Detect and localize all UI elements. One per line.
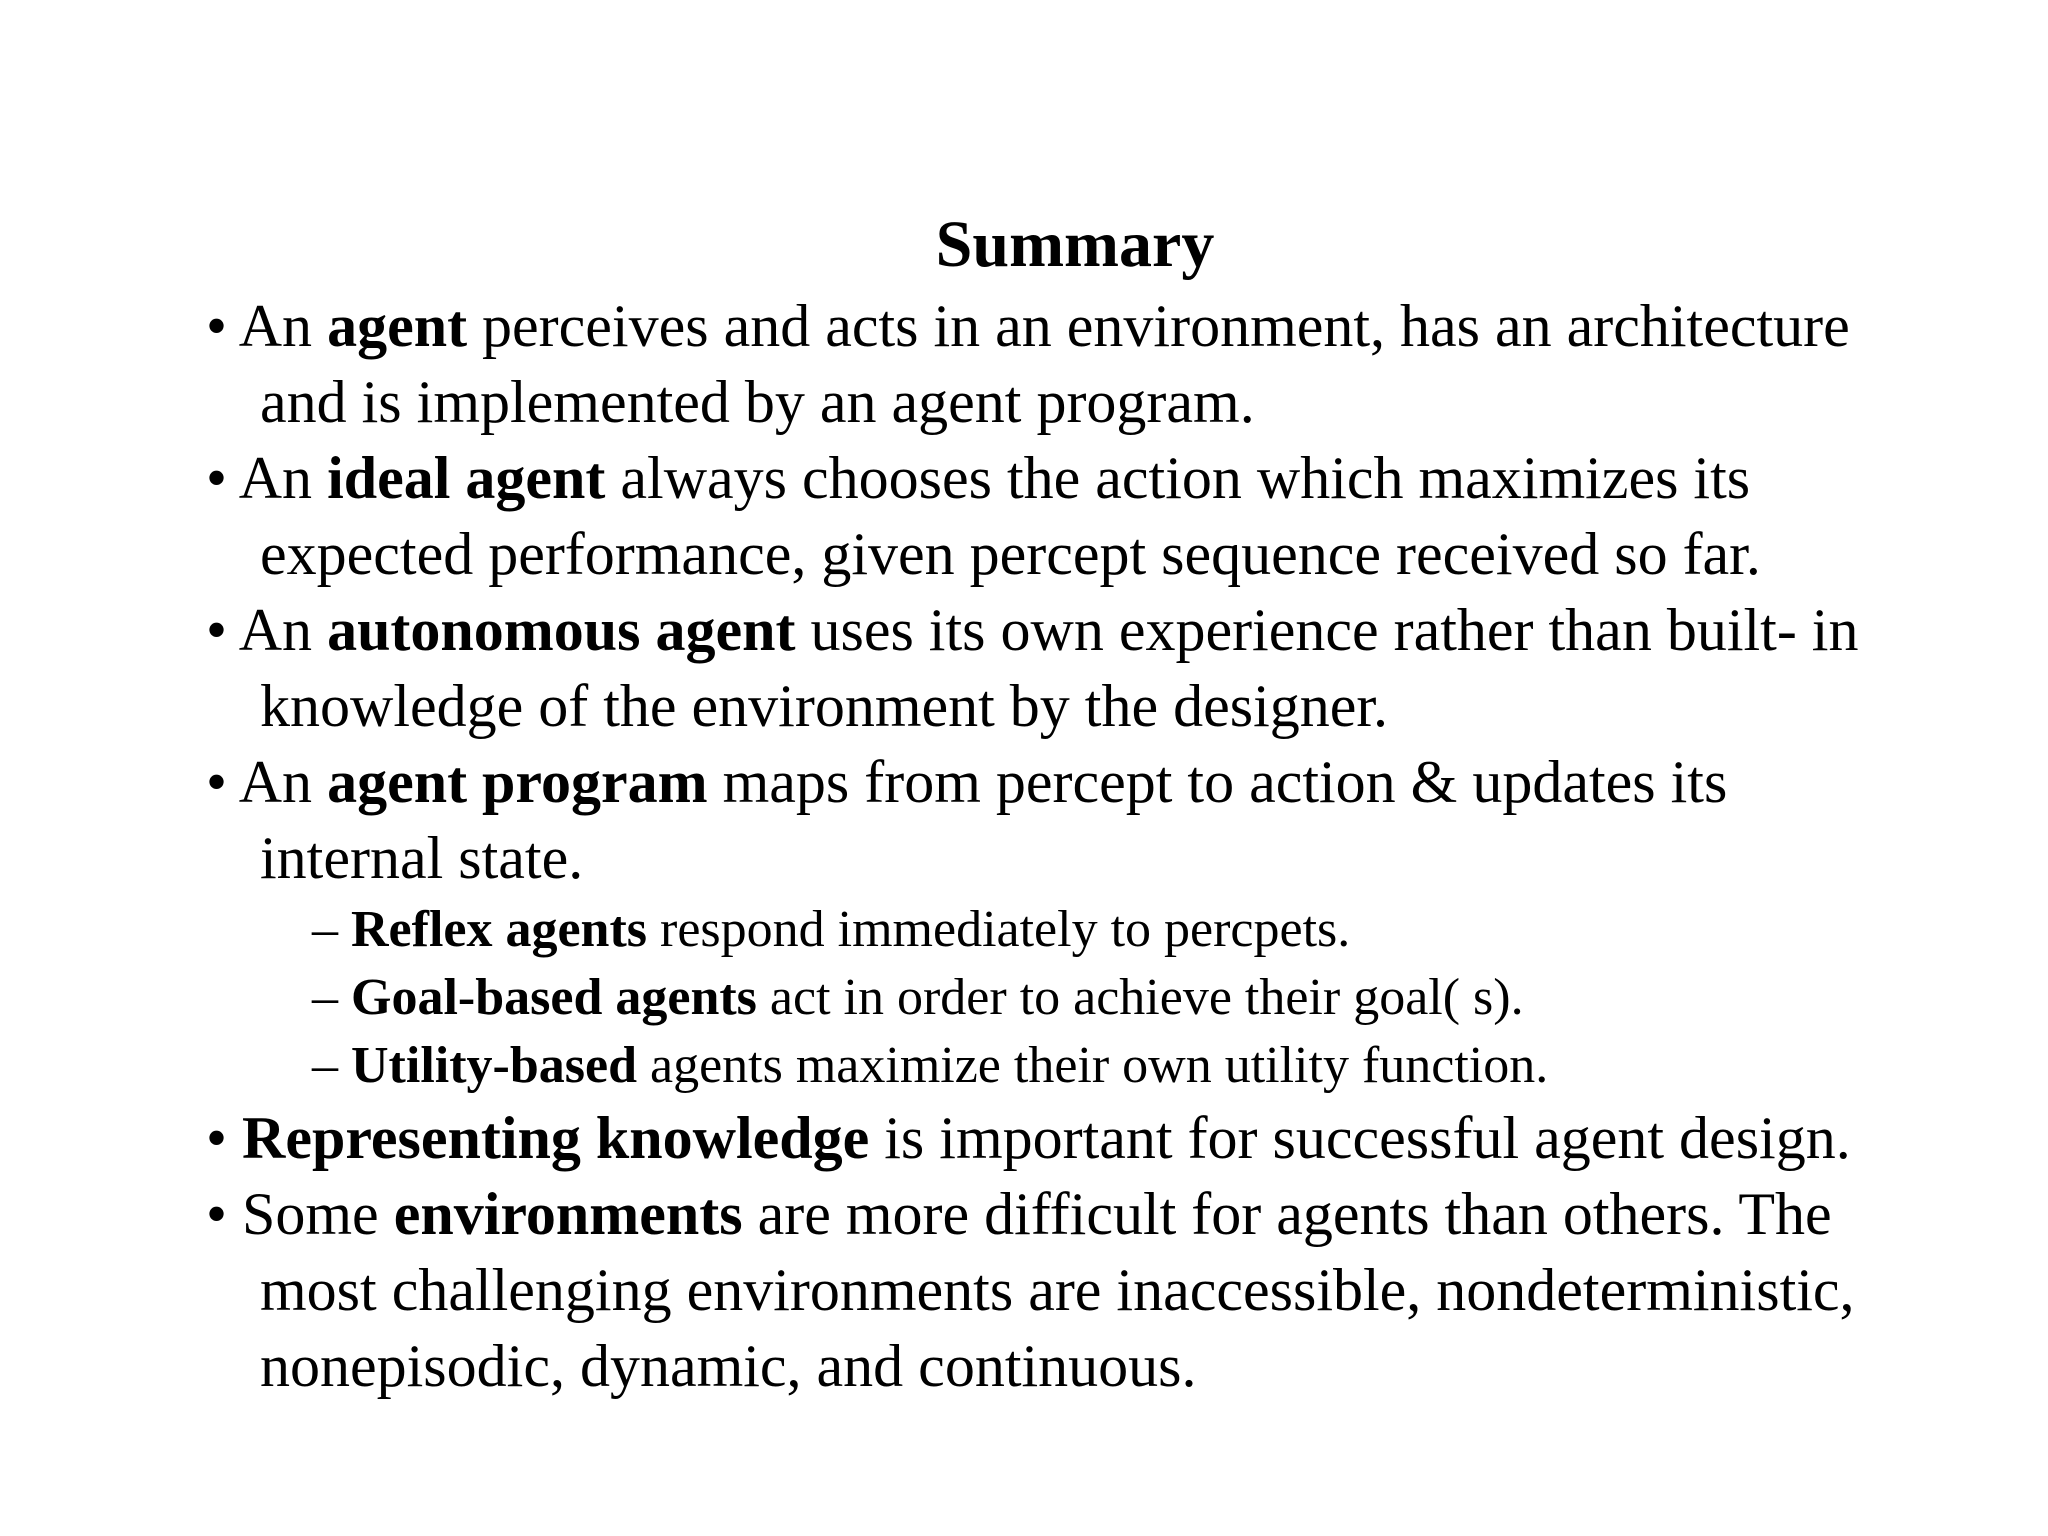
subitem-reflex-agents — [312, 896, 1350, 964]
bullet-term: agent program — [327, 749, 708, 815]
bullet-marker: • — [206, 293, 228, 359]
bullet-term: agent — [327, 293, 468, 359]
bullet-pre: An — [238, 445, 328, 511]
subitem-utility-based-agents — [312, 1032, 1548, 1100]
bullet-autonomous-agent-continued: knowledge of the environment by the designer. — [260, 673, 1389, 739]
bullet-text: is important for successful agent design. — [869, 1105, 1851, 1171]
bullet-marker: • — [206, 445, 228, 511]
bullet-term: autonomous agent — [327, 597, 796, 663]
bullet-ideal-agent-continued: expected performance, given percept sequence received so far. — [260, 521, 1761, 587]
subitem-marker: – — [312, 1037, 338, 1094]
subitem-term: Reflex agents — [351, 901, 648, 958]
bullet-pre: An — [238, 597, 328, 663]
bullet-agent-continued: and is implemented by an agent program. — [260, 369, 1255, 435]
bullet-environments-continued: most challenging environments are inaccessible, nondeterministic, — [260, 1257, 1855, 1323]
bullet-agent-program — [206, 744, 1727, 820]
subitem-term: Utility-based — [351, 1037, 637, 1094]
bullet-marker: • — [206, 1105, 228, 1171]
bullet-ideal-agent — [206, 440, 1750, 516]
subitem-text: agents maximize their own utility function. — [637, 1037, 1549, 1094]
bullet-text: perceives and acts in an environment, has an architecture — [467, 293, 1850, 359]
bullet-pre: An — [238, 749, 328, 815]
bullet-agent — [206, 288, 1850, 364]
bullet-marker: • — [206, 749, 228, 815]
bullet-pre: Some — [242, 1181, 394, 1247]
bullet-text: are more difficult for agents than others. The — [742, 1181, 1832, 1247]
bullet-agent-program-continued: internal state. — [260, 825, 584, 891]
bullet-environments — [206, 1176, 1832, 1252]
bullet-marker: • — [206, 597, 228, 663]
bullet-environments-continued-2: nonepisodic, dynamic, and continuous. — [260, 1333, 1197, 1399]
bullet-marker: • — [206, 1181, 228, 1247]
subitem-marker: – — [312, 969, 338, 1026]
subitem-goal-based-agents — [312, 964, 1524, 1032]
bullet-pre: An — [238, 293, 328, 359]
bullet-term: environments — [393, 1181, 743, 1247]
bullet-text: always chooses the action which maximizes its — [605, 445, 1751, 511]
bullet-term: ideal agent — [327, 445, 606, 511]
bullet-representing-knowledge — [206, 1100, 1851, 1176]
bullet-text: maps from percept to action & updates its — [707, 749, 1728, 815]
subitem-marker: – — [312, 901, 338, 958]
subitem-text: respond immediately to percpets. — [647, 901, 1351, 958]
subitem-term: Goal-based agents — [351, 969, 757, 1026]
slide-title: Summary — [935, 208, 1215, 281]
bullet-autonomous-agent — [206, 592, 1858, 668]
bullet-term: Representing knowledge — [242, 1105, 870, 1171]
bullet-text: uses its own experience rather than built- in — [795, 597, 1859, 663]
subitem-text: act in order to achieve their goal( s). — [756, 969, 1524, 1026]
